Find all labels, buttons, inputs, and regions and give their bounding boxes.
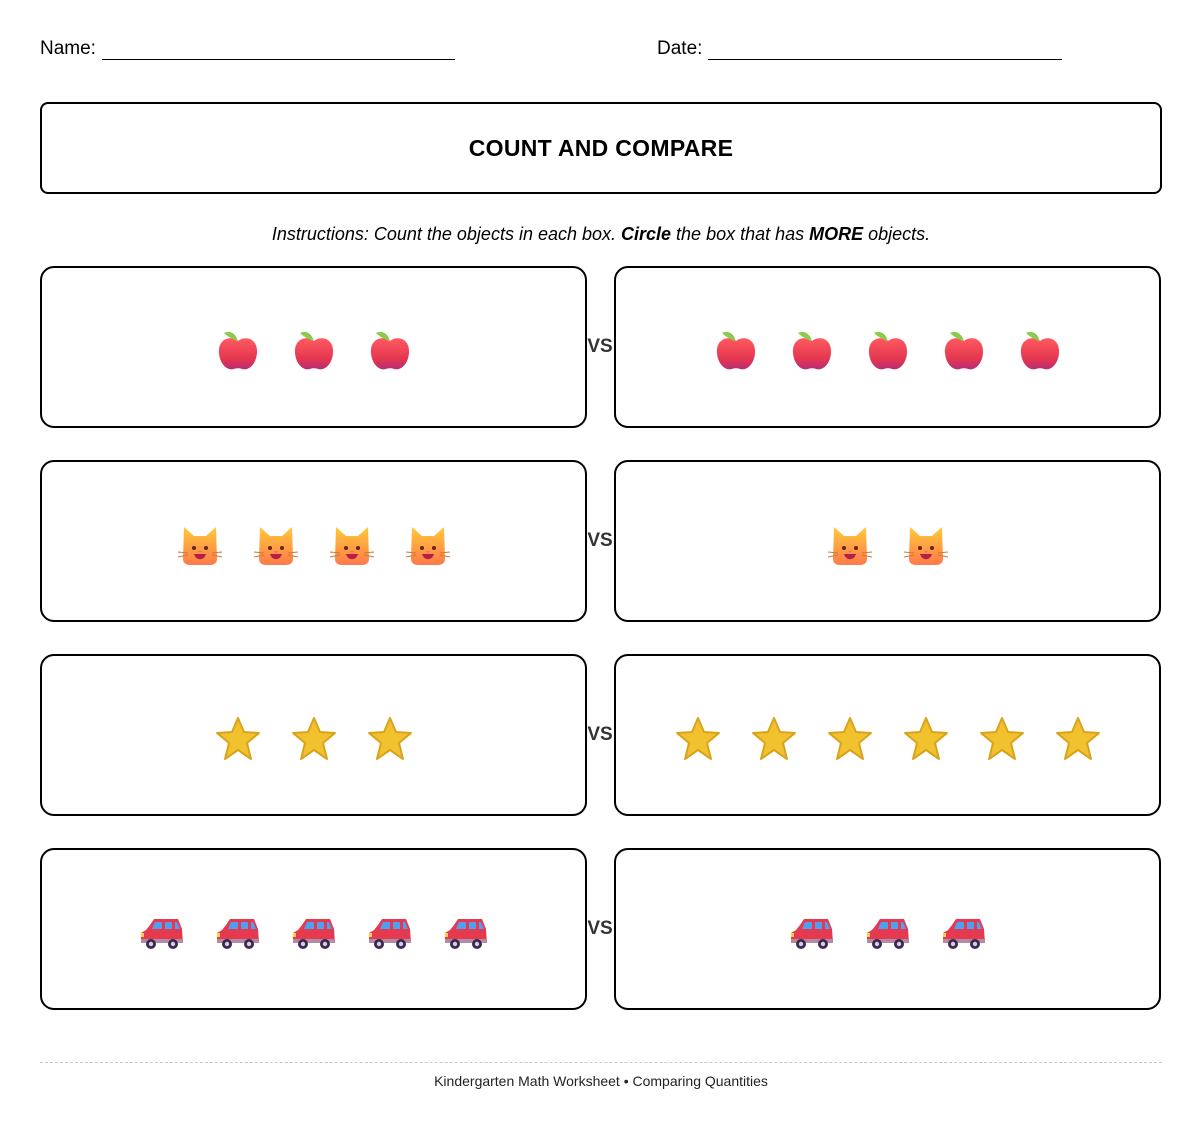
apple-icon	[214, 327, 262, 375]
cat-face-icon	[404, 521, 452, 569]
comparison-row	[40, 848, 1162, 1010]
car-icon	[442, 909, 490, 957]
cat-face-icon	[176, 521, 224, 569]
apple-icon	[1016, 327, 1064, 375]
car-icon	[864, 909, 912, 957]
vs-label: VS	[587, 724, 613, 745]
title-box	[40, 102, 1162, 194]
star-icon	[214, 715, 262, 763]
right-count-box[interactable]	[614, 266, 1161, 428]
date-field[interactable]	[657, 38, 1062, 60]
instructions-prefix: Instructions: Count the objects in each box.	[271, 224, 622, 244]
vs-label: VS	[587, 530, 613, 551]
apple-icon	[366, 327, 414, 375]
apple-icon	[864, 327, 912, 375]
star-icon	[290, 715, 338, 763]
apple-icon	[290, 327, 338, 375]
right-count-box[interactable]	[614, 848, 1161, 1010]
cat-face-icon	[826, 521, 874, 569]
star-icon	[674, 715, 722, 763]
comparison-row	[40, 654, 1162, 816]
star-icon	[1054, 715, 1102, 763]
left-count-box[interactable]	[40, 460, 587, 622]
name-field[interactable]	[40, 38, 455, 60]
star-icon	[366, 715, 414, 763]
star-icon	[978, 715, 1026, 763]
car-icon	[788, 909, 836, 957]
date-line[interactable]	[708, 41, 1062, 60]
page-title: COUNT AND COMPARE	[468, 134, 734, 161]
car-icon	[940, 909, 988, 957]
car-icon	[138, 909, 186, 957]
instructions-suffix: objects.	[863, 224, 931, 244]
left-count-box[interactable]	[40, 654, 587, 816]
comparison-row	[40, 266, 1162, 428]
instructions	[0, 224, 1202, 245]
cat-face-icon	[328, 521, 376, 569]
left-count-box[interactable]	[40, 848, 587, 1010]
star-icon	[826, 715, 874, 763]
car-icon	[366, 909, 414, 957]
right-count-box[interactable]	[614, 654, 1161, 816]
header-row	[40, 38, 1162, 62]
date-label: Date:	[657, 38, 703, 59]
left-count-box[interactable]	[40, 266, 587, 428]
car-icon	[214, 909, 262, 957]
instructions-middle: the box that has	[671, 224, 810, 244]
vs-label: VS	[587, 918, 613, 939]
cat-face-icon	[902, 521, 950, 569]
apple-icon	[940, 327, 988, 375]
instructions-circle: Circle	[621, 224, 672, 244]
footer-text: Kindergarten Math Worksheet • Comparing Quantities	[434, 1073, 768, 1089]
comparison-row	[40, 460, 1162, 622]
name-label: Name:	[40, 38, 96, 59]
star-icon	[902, 715, 950, 763]
car-icon	[290, 909, 338, 957]
apple-icon	[788, 327, 836, 375]
star-icon	[750, 715, 798, 763]
name-line[interactable]	[102, 41, 455, 60]
instructions-more: MORE	[809, 224, 864, 244]
vs-label: VS	[587, 336, 613, 357]
apple-icon	[712, 327, 760, 375]
cat-face-icon	[252, 521, 300, 569]
right-count-box[interactable]	[614, 460, 1161, 622]
footer-divider	[40, 1062, 1162, 1063]
